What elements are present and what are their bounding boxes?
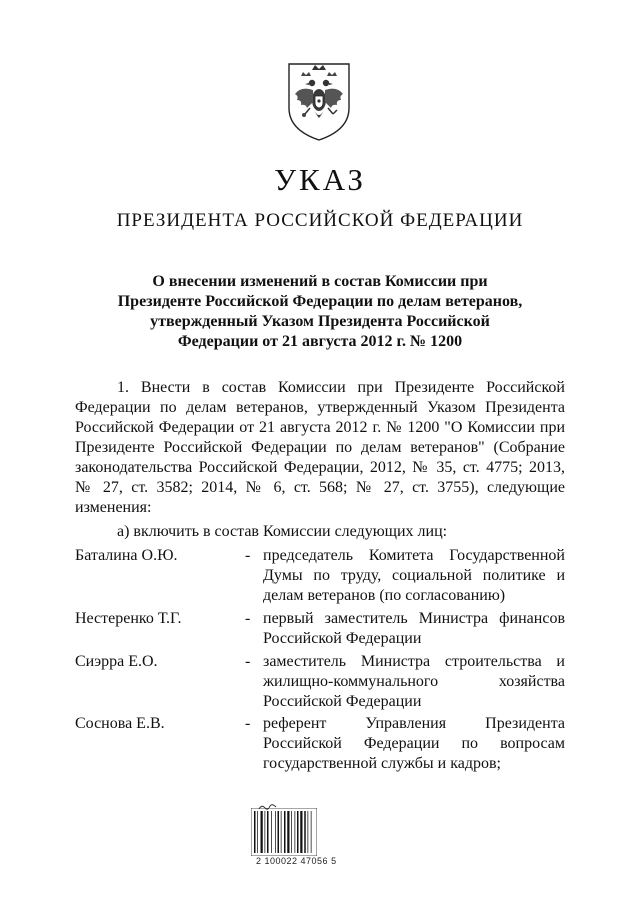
barcode-bar bbox=[297, 811, 299, 853]
barcode-bar bbox=[267, 811, 269, 853]
role-line: государственной службы и кадров; bbox=[263, 755, 501, 772]
person-role bbox=[263, 652, 565, 712]
heading-line: О внесении изменений в состав Комиссии при bbox=[152, 273, 488, 290]
coat-of-arms-icon bbox=[283, 58, 355, 144]
heading-line: Федерации от 21 августа 2012 г. № 1200 bbox=[177, 333, 463, 350]
barcode-bar bbox=[308, 811, 309, 853]
item-a: а) включить в состав Комиссии следующих лиц: bbox=[117, 523, 448, 540]
role-line: председатель Комитета Государственной bbox=[263, 547, 565, 564]
heading-line: утвержденный Указом Президента Российской bbox=[150, 313, 490, 330]
person-role bbox=[263, 609, 565, 649]
person-role bbox=[263, 714, 565, 774]
barcode-bar bbox=[300, 811, 302, 853]
role-line: референт Управления Президента bbox=[263, 715, 565, 732]
paragraph-line: изменения: bbox=[75, 499, 152, 516]
barcode-bar bbox=[304, 811, 306, 853]
role-line: делам ветеранов (по согласованию) bbox=[263, 587, 506, 604]
person-name: Сиэрра Е.О. bbox=[75, 653, 158, 670]
barcode-bar bbox=[254, 811, 256, 853]
role-line: Российской Федерации по вопросам bbox=[263, 735, 565, 752]
paragraph-line: Российской Федерации от 21 августа 2012 г. № 1200 "О Комиссии при bbox=[75, 419, 565, 436]
person-dash: - bbox=[245, 610, 251, 627]
role-line: жилищно-коммунального хозяйства bbox=[263, 673, 565, 690]
paragraph-line: законодательства Российской Федерации, 2012, № 35, ст. 4775; 2013, bbox=[75, 459, 565, 476]
role-line: Российской Федерации bbox=[263, 630, 422, 647]
paragraph-line: 1. Внести в состав Комиссии при Президенте Российской bbox=[117, 379, 565, 396]
barcode-bar bbox=[291, 811, 292, 853]
heading-line: Президенте Российской Федерации по делам ветеранов, bbox=[117, 293, 523, 310]
barcode-bar bbox=[265, 811, 266, 853]
role-line: Российской Федерации bbox=[263, 693, 422, 710]
barcode-bar bbox=[261, 811, 263, 853]
barcode-bar bbox=[257, 811, 258, 853]
paragraph-line: Федерации по делам ветеранов, утвержденный Указом Президента bbox=[75, 399, 565, 416]
barcode-icon bbox=[251, 808, 317, 856]
barcode-bar bbox=[287, 811, 289, 853]
document-title: УКАЗ bbox=[274, 162, 366, 197]
document-subtitle: ПРЕЗИДЕНТА РОССИЙСКОЙ ФЕДЕРАЦИИ bbox=[116, 210, 524, 231]
barcode-bar bbox=[275, 811, 276, 853]
paragraph-line: Президенте Российской Федерации по делам ветеранов" (Собрание bbox=[75, 439, 565, 456]
barcode-bar bbox=[284, 811, 286, 853]
person-dash: - bbox=[245, 653, 251, 670]
person-dash: - bbox=[245, 715, 251, 732]
person-role bbox=[263, 546, 565, 606]
decree-heading bbox=[100, 272, 540, 352]
person-dash: - bbox=[245, 547, 251, 564]
person-name: Нестеренко Т.Г. bbox=[75, 610, 182, 627]
role-line: первый заместитель Министра финансов bbox=[263, 610, 565, 627]
barcode-bar bbox=[295, 811, 296, 853]
paragraph-line: № 27, ст. 3582; 2014, № 6, ст. 568; № 27, ст. 3755), следующие bbox=[75, 479, 565, 496]
barcode-bar bbox=[281, 811, 282, 853]
barcode-bar bbox=[271, 811, 272, 853]
paragraph-1 bbox=[75, 378, 565, 518]
person-name: Соснова Е.В. bbox=[75, 715, 165, 732]
barcode-bar bbox=[311, 811, 312, 853]
role-line: заместитель Министра строительства и bbox=[263, 653, 565, 670]
barcode-number: 2 100022 47056 5 bbox=[256, 856, 337, 866]
person-name: Баталина О.Ю. bbox=[75, 547, 178, 564]
barcode-bar bbox=[278, 811, 280, 853]
role-line: Думы по труду, социальной политике и bbox=[263, 567, 565, 584]
